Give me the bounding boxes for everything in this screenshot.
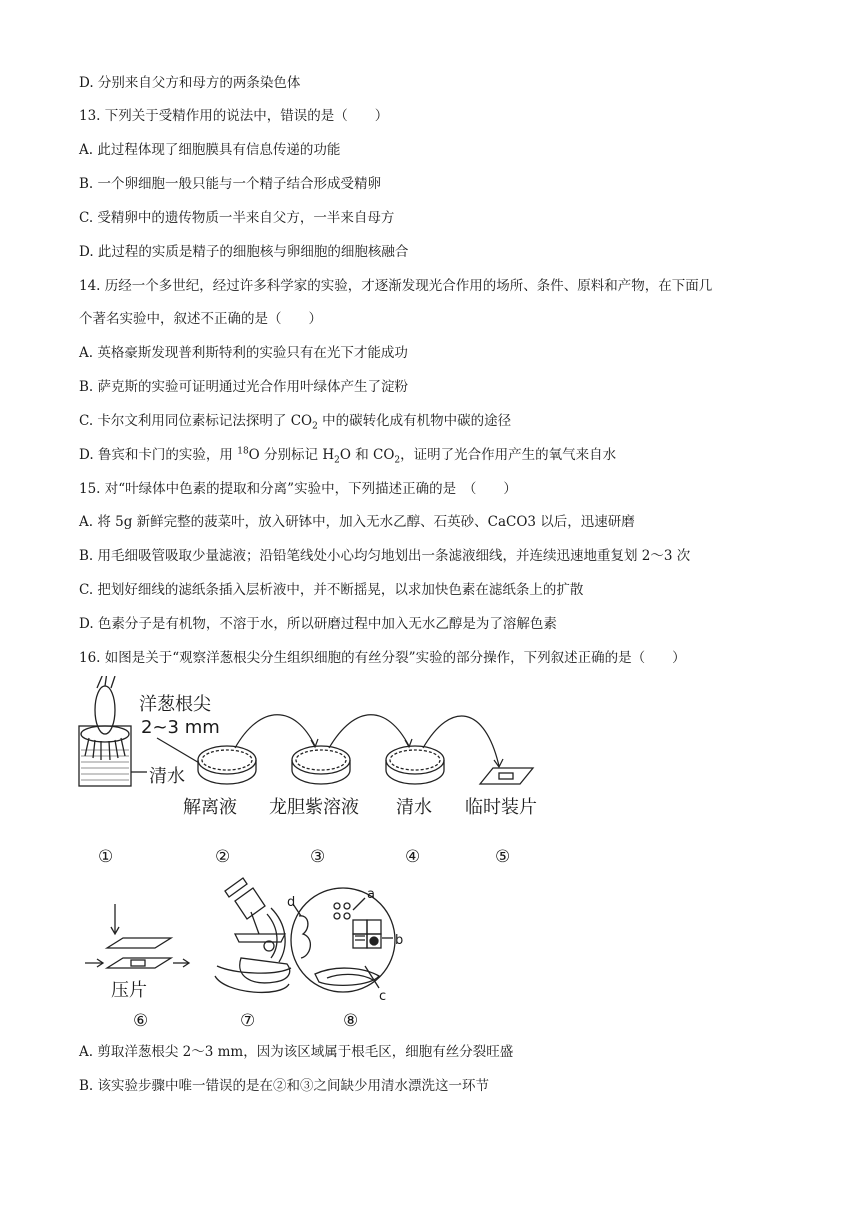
step-number-1: ① (98, 847, 114, 867)
dish-water (386, 746, 444, 784)
press-label: 压片 (111, 980, 147, 1001)
q14-option-c: C. 卡尔文利用同位素标记法探明了 $CO_2$ 中的碳转化成有机物中碳的途径 (79, 413, 512, 432)
q15-option-b: B. 用毛细吸管吸取少量滤液；沿铅笔线处小心均匀地划出一条滤液细线，并连续迅速地重复划 2～3 次 (79, 548, 691, 564)
q15-option-d: D. 色素分子是有机物，不溶于水，所以研磨过程中加入无水乙醇是为了溶解色素 (79, 616, 557, 632)
dish-dissociation (198, 746, 256, 784)
view-label-c: c (379, 989, 387, 1004)
dish-label-water: 清水 (396, 797, 432, 818)
step-number-7: ⑦ (240, 1011, 256, 1031)
q15-option-a: A. 将 5g 新鲜完整的菠菜叶，放入研钵中，加入无水乙醇、石英砂、CaCO3 以后，迅速研磨 (79, 514, 635, 530)
tip-length-label: 2~3 mm (141, 717, 220, 738)
step-number-5: ⑤ (495, 847, 511, 867)
water-label: 清水 (149, 766, 185, 787)
option-d-q12: D. 分别来自父方和母方的两条染色体 (79, 75, 301, 91)
question-14-line2: 个著名实验中，叙述不正确的是（ ） (79, 311, 322, 327)
microscope-drawing (215, 878, 291, 992)
q13-option-a: A. 此过程体现了细胞膜具有信息传递的功能 (79, 142, 341, 158)
step-number-8: ⑧ (343, 1011, 359, 1031)
q14-option-a: A. 英格豪斯发现普利斯特利的实验只有在光下才能成功 (79, 345, 408, 361)
q14-option-b: B. 萨克斯的实验可证明通过光合作用叶绿体产生了淀粉 (79, 379, 409, 395)
question-14-line1: 14. 历经一个多世纪，经过许多科学家的实验，才逐渐发现光合作用的场所、条件、原料和产物，在下面几 (79, 278, 713, 294)
step-number-4: ④ (405, 847, 421, 867)
step-number-2: ② (215, 847, 231, 867)
question-13: 13. 下列关于受精作用的说法中，错误的是（ ） (79, 108, 389, 124)
view-label-a: a (367, 887, 375, 902)
q16-option-b: B. 该实验步骤中唯一错误的是在②和③之间缺少用清水漂洗这一环节 (79, 1078, 490, 1094)
dish-label-gentian-violet: 龙胆紫溶液 (269, 797, 359, 818)
q13-option-b: B. 一个卵细胞一般只能与一个精子结合形成受精卵 (79, 176, 382, 192)
question-15: 15. 对“叶绿体中色素的提取和分离”实验中，下列描述正确的是 （ ） (79, 481, 517, 497)
beaker-onion-drawing (79, 676, 147, 786)
q13-option-d: D. 此过程的实质是精子的细胞核与卵细胞的细胞核融合 (79, 244, 409, 260)
q16-option-a: A. 剪取洋葱根尖 2～3 mm，因为该区域属于根毛区，细胞有丝分裂旺盛 (79, 1044, 514, 1060)
q13-option-c: C. 受精卵中的遗传物质一半来自父方，一半来自母方 (79, 210, 395, 226)
microscope-view-drawing (291, 888, 395, 992)
view-label-d: d (287, 895, 296, 910)
onion-tip-label: 洋葱根尖 (139, 694, 211, 715)
press-slide-drawing (85, 904, 189, 968)
q15-option-c: C. 把划好细线的滤纸条插入层析液中，并不断摇晃，以求加快色素在滤纸条上的扩散 (79, 582, 584, 598)
step-number-6: ⑥ (133, 1011, 149, 1031)
transfer-arrows (235, 715, 503, 767)
experiment-figure (75, 676, 555, 1032)
temporary-slide (480, 768, 533, 784)
tip-pointer-line (157, 738, 201, 764)
q14-option-d: D. 鲁宾和卡门的实验，用 $^{18}$O 分别标记 $H_2O$ 和 $CO_2$，证明了光合作用产生的氧气来自水 (79, 446, 617, 466)
step-number-3: ③ (310, 847, 326, 867)
dish-label-dissociation: 解离液 (183, 797, 237, 818)
dish-gentian-violet (292, 746, 350, 784)
question-16: 16. 如图是关于“观察洋葱根尖分生组织细胞的有丝分裂”实验的部分操作，下列叙述正确的是（ ） (79, 650, 686, 666)
view-label-b: b (395, 933, 404, 948)
dish-label-temporary-slide: 临时装片 (465, 797, 537, 818)
